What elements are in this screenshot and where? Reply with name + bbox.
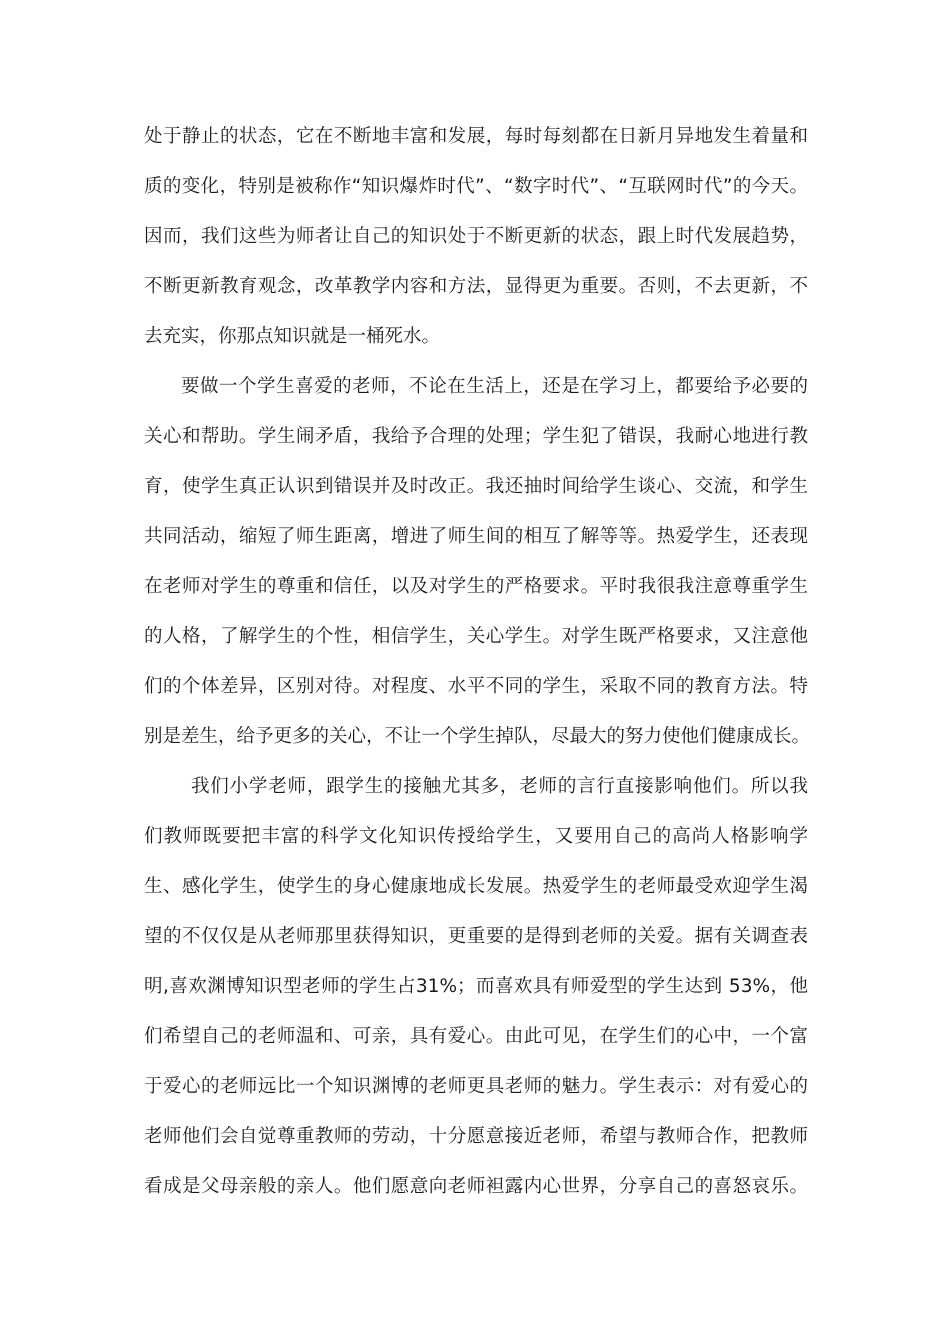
text-line: 们的个体差异，区别对待。对程度、水平不同的学生，采取不同的教育方法。特	[144, 676, 808, 697]
text-line: 望的不仅仅是从老师那里获得知识，更重要的是得到老师的关爱。据有关调查表	[144, 926, 808, 947]
document-body	[144, 112, 811, 1212]
paragraph-1	[144, 112, 808, 362]
text-line: 要做一个学生喜爱的老师，不论在生活上，还是在学习上，都要给予必要的	[181, 376, 808, 397]
text-line: 育，使学生真正认识到错误并及时改正。我还抽时间给学生谈心、交流，和学生	[144, 476, 808, 497]
text-line: 的人格，了解学生的个性，相信学生，关心学生。对学生既严格要求，又注意他	[144, 626, 808, 647]
text-line: 别是差生，给予更多的关心，不让一个学生掉队，尽最大的努力使他们健康成长。	[144, 726, 811, 747]
text-line: 因而，我们这些为师者让自己的知识处于不断更新的状态，跟上时代发展趋势，	[144, 226, 808, 247]
text-line: 老师他们会自觉尊重教师的劳动，十分愿意接近老师，希望与教师合作，把教师	[144, 1126, 808, 1147]
text-line: 处于静止的状态，它在不断地丰富和发展，每时每刻都在日新月异地发生着量和	[144, 126, 808, 147]
text-line: 在老师对学生的尊重和信任，以及对学生的严格要求。平时我很我注意尊重学生	[144, 576, 808, 597]
text-line: 们希望自己的老师温和、可亲，具有爱心。由此可见，在学生们的心中，一个富	[144, 1026, 808, 1047]
text-line: 质的变化，特别是被称作“知识爆炸时代”、“数字时代”、“互联网时代”的今天。	[144, 176, 808, 197]
text-line: 们教师既要把丰富的科学文化知识传授给学生，又要用自己的高尚人格影响学	[144, 826, 808, 847]
text-line: 生、感化学生，使学生的身心健康地成长发展。热爱学生的老师最受欢迎学生渴	[144, 876, 808, 897]
text-line: 去充实，你那点知识就是一桶死水。	[144, 326, 441, 347]
text-line: 不断更新教育观念，改革教学内容和方法，显得更为重要。否则，不去更新，不	[144, 276, 808, 297]
text-line: 关心和帮助。学生闹矛盾，我给予合理的处理；学生犯了错误，我耐心地进行教	[144, 426, 808, 447]
text-line: 我们小学老师，跟学生的接触尤其多，老师的言行直接影响他们。所以我	[191, 776, 808, 797]
text-line: 看成是父母亲般的亲人。他们愿意向老师袒露内心世界，分享自己的喜怒哀乐。	[144, 1176, 808, 1197]
paragraph-2	[144, 362, 811, 762]
text-line: 于爱心的老师远比一个知识渊博的老师更具老师的魅力。学生表示：对有爱心的	[144, 1076, 808, 1097]
text-line: 共同活动，缩短了师生距离，增进了师生间的相互了解等等。热爱学生，还表现	[144, 526, 808, 547]
paragraph-3	[144, 762, 808, 1212]
text-line: 明,喜欢渊博知识型老师的学生占31%；而喜欢具有师爱型的学生达到 53%，他	[144, 976, 808, 997]
